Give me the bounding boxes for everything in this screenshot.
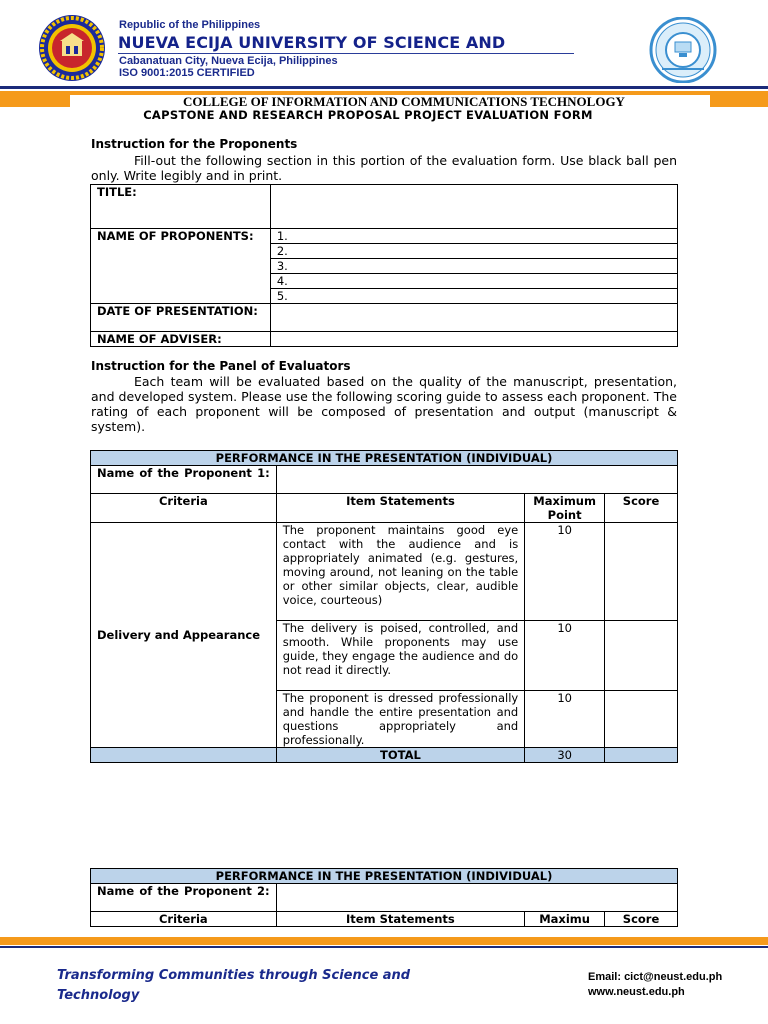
proponent-slot-4[interactable]: 4.	[270, 274, 677, 289]
college-seal-icon	[648, 17, 718, 83]
proponent-slot-2[interactable]: 2.	[270, 244, 677, 259]
names-label: NAME OF PROPONENTS:	[91, 229, 271, 304]
footer-band-orange	[0, 937, 768, 945]
title-field[interactable]	[270, 185, 677, 229]
header-rule	[118, 53, 574, 54]
table1-statement-1: The proponent maintains good eye contact with the audience and is appropriately animated (e.g. gestures, moving around, not leaning on the table or other similar objects, clear, audible voice, courteous)	[276, 523, 525, 621]
table1-name-field[interactable]	[276, 466, 677, 494]
table2-name-field[interactable]	[276, 884, 677, 912]
table1-col-items: Item Statements	[276, 494, 525, 523]
footer-tagline: Transforming Communities through Science and Technology	[57, 968, 411, 1003]
footer-website: www.neust.edu.ph	[588, 986, 685, 998]
table1-statement-2: The delivery is poised, controlled, and smooth. While proponents may use guide, they engage the audience and do not read it directly.	[276, 621, 525, 691]
table1-score-3[interactable]	[605, 691, 678, 748]
panel-instruction: Each team will be evaluated based on the quality of the manuscript, presentation, and developed system. Please use the following scoring guide to assess each proponent. The rating of each proponent will be composed of presentation and output (manuscript & system).	[91, 374, 677, 434]
proponents-info-table	[90, 184, 678, 347]
title-label: TITLE:	[91, 185, 271, 229]
table2-title: PERFORMANCE IN THE PRESENTATION (INDIVIDUAL)	[91, 869, 678, 884]
table1-col-max: Maximum Point	[525, 494, 605, 523]
table2-col-items: Item Statements	[276, 912, 524, 927]
table2-col-score: Score	[605, 912, 678, 927]
table1-max-1: 10	[525, 523, 605, 621]
proponent-slot-5[interactable]: 5.	[270, 289, 677, 304]
table1-col-criteria: Criteria	[91, 494, 277, 523]
table1-max-2: 10	[525, 621, 605, 691]
table2-name-label-text: Name of the Proponent 2:	[97, 884, 270, 898]
university-name: NUEVA ECIJA UNIVERSITY OF SCIENCE AND	[118, 33, 506, 52]
proponents-instruction: Fill-out the following section in this portion of the evaluation form. Use black ball pen only. Write legibly and in print.	[91, 153, 677, 183]
iso-certification: ISO 9001:2015 CERTIFIED	[119, 67, 255, 79]
table1-statement-3: The proponent is dressed professionally and handle the entire presentation and questions appropriately and professionally.	[276, 691, 525, 748]
table1-max-3: 10	[525, 691, 605, 748]
table2-col-max: Maximu	[525, 912, 605, 927]
proponent-slot-3[interactable]: 3.	[270, 259, 677, 274]
panel-heading: Instruction for the Panel of Evaluators	[91, 359, 351, 373]
date-label: DATE OF PRESENTATION:	[91, 304, 271, 332]
form-title: CAPSTONE AND RESEARCH PROPOSAL PROJECT EVALUATION FORM	[143, 108, 593, 122]
proponents-heading: Instruction for the Proponents	[91, 137, 298, 151]
footer-band-navy	[0, 946, 768, 948]
date-field[interactable]	[270, 304, 677, 332]
header-band-navy	[0, 86, 768, 89]
table1-score-2[interactable]	[605, 621, 678, 691]
college-name: COLLEGE OF INFORMATION AND COMMUNICATIONS TECHNOLOGY	[183, 94, 625, 109]
republic-text: Republic of the Philippines	[119, 19, 261, 31]
table1-score-1[interactable]	[605, 523, 678, 621]
proponent-slot-1[interactable]: 1.	[270, 229, 677, 244]
university-seal-icon	[38, 14, 106, 82]
presentation-table-2	[90, 868, 678, 927]
table2-col-criteria: Criteria	[91, 912, 277, 927]
table1-name-label	[91, 466, 277, 494]
table1-total-score[interactable]	[605, 748, 678, 763]
footer-email: Email: cict@neust.edu.ph	[588, 971, 723, 983]
table1-col-score: Score	[605, 494, 678, 523]
table1-criterion: Delivery and Appearance	[91, 523, 277, 748]
table1-total-label: TOTAL	[276, 748, 525, 763]
table1-total-blank	[91, 748, 277, 763]
presentation-table-1	[90, 450, 678, 763]
adviser-field[interactable]	[270, 332, 677, 347]
table1-title: PERFORMANCE IN THE PRESENTATION (INDIVIDUAL)	[91, 451, 678, 466]
university-address: Cabanatuan City, Nueva Ecija, Philippines	[119, 55, 338, 67]
adviser-label: NAME OF ADVISER:	[91, 332, 271, 347]
table1-name-label-text: Name of the Proponent 1:	[97, 466, 270, 480]
table1-total-value: 30	[525, 748, 605, 763]
table2-name-label	[91, 884, 277, 912]
